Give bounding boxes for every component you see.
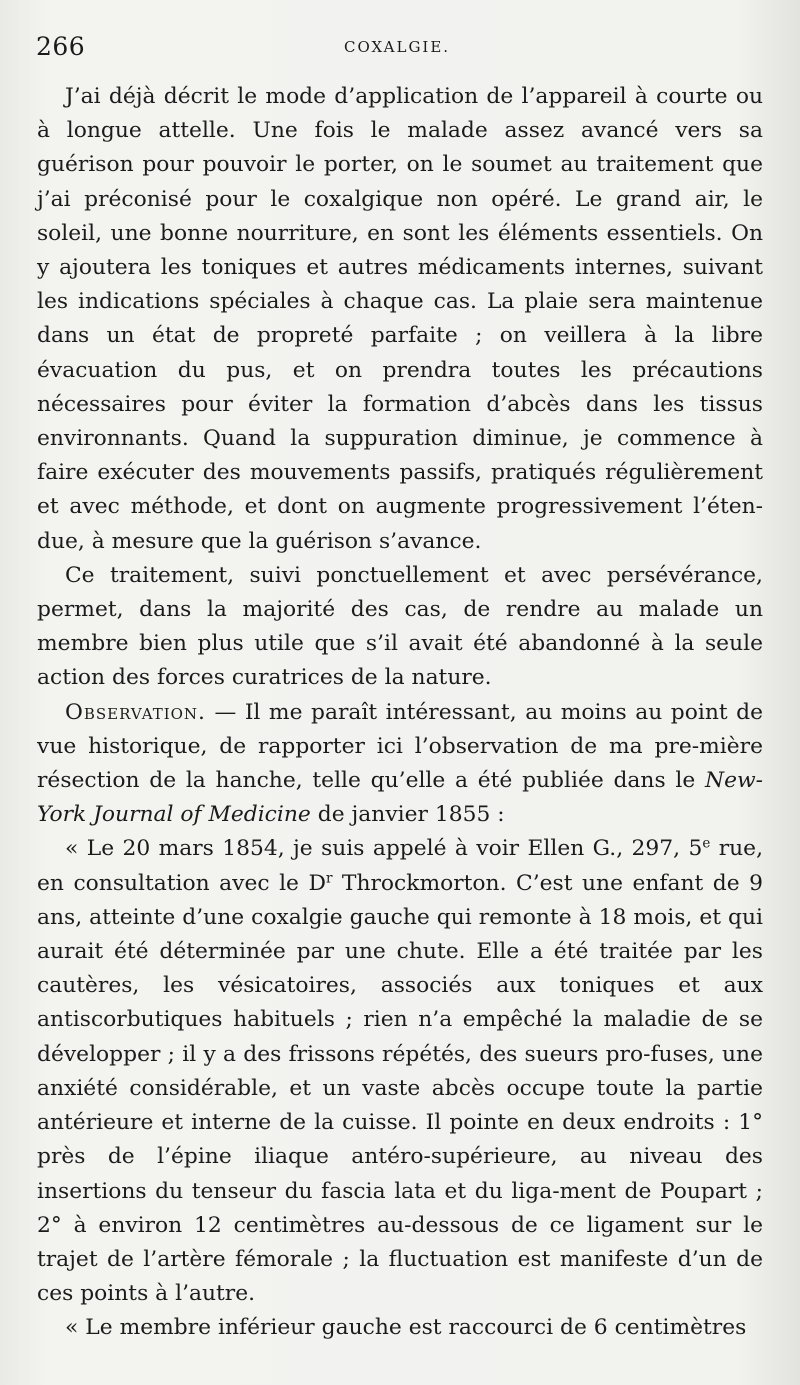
doctor-superscript: r [325, 870, 333, 887]
page-number: 266 [36, 32, 86, 61]
paragraph-limb: « Le membre inférieur gauche est raccourci de 6 centimètres [65, 1315, 747, 1341]
page-header [36, 32, 760, 66]
body-text [37, 80, 763, 1346]
observation-label: Observation. [65, 699, 206, 725]
observation-text-a: — Il me paraît intéressant, au moins au point de vue historique, de rapporter ici l’observation de ma pre-mière résection de la hanche, telle qu’elle a été publiée dans le [37, 699, 763, 794]
case-text-a: « Le 20 mars 1854, je suis appelé à voir Ellen G., 297, 5 [65, 836, 703, 862]
paragraph-treatment: J’ai déjà décrit le mode d’application de l’appareil à courte ou à longue attelle. Une fois le malade assez avancé vers sa guérison pour pouvoir le porter, on le soumet au traitement que j’ai préconisé pour le coxalgique non opéré. Le grand air, le soleil, une bonne nourriture, en sont les éléments essentiels. On y ajoutera les toniques et autres médicaments internes, suivant les indications spéciales à chaque cas. La plaie sera maintenue dans un état de propreté parfaite ; on veillera à la libre évacuation du pus, et on prendra toutes les précautions nécessaires pour éviter la formation d’abcès dans les tissus environnants. Quand la suppuration diminue, je commence à faire exécuter des mouvements passifs, pratiqués régulièrement et avec méthode, et dont on augmente progressivement l’éten-due, à mesure que la guérison s’avance. [37, 84, 763, 554]
paragraph-result: Ce traitement, suivi ponctuellement et avec persévérance, permet, dans la majorité des cas, de rendre au malade un membre bien plus utile que s’il avait été abandonné à la seule action des forces curatrices de la nature. [37, 562, 763, 691]
paragraph-case [37, 832, 763, 1311]
ordinal-superscript: e [702, 836, 711, 853]
running-head: COXALGIE. [344, 38, 451, 56]
case-text-b: rue, en consultation avec le D [37, 836, 763, 896]
paragraph-observation [37, 696, 763, 833]
journal-title: New-York Journal of Medicine [37, 768, 763, 828]
case-text-c: Throckmorton. C’est une enfant de 9 ans, atteinte d’une coxalgie gauche qui remonte à 18 mois, et qui aurait été déterminée par une chute. Elle a été traitée par les cautères, les vésicatoires, associés aux toniques et aux antiscorbutiques habituels ; rien n’a empêché la maladie de se développer ; il y a des frissons répétés, des sueurs pro-fuses, une anxiété considérable, et un vaste abcès occupe toute la partie antérieure et interne de la cuisse. Il pointe en deux endroits : 1° près de l’épine iliaque antéro-supérieure, au niveau des insertions du tenseur du fascia lata et du liga-ment de Poupart ; 2° à environ 12 centimètres au-dessous de ce ligament sur le trajet de l’artère fémorale ; la fluctuation est manifeste d’un de ces points à l’autre. [37, 870, 764, 1307]
observation-text-b: de janvier 1855 : [310, 802, 505, 828]
